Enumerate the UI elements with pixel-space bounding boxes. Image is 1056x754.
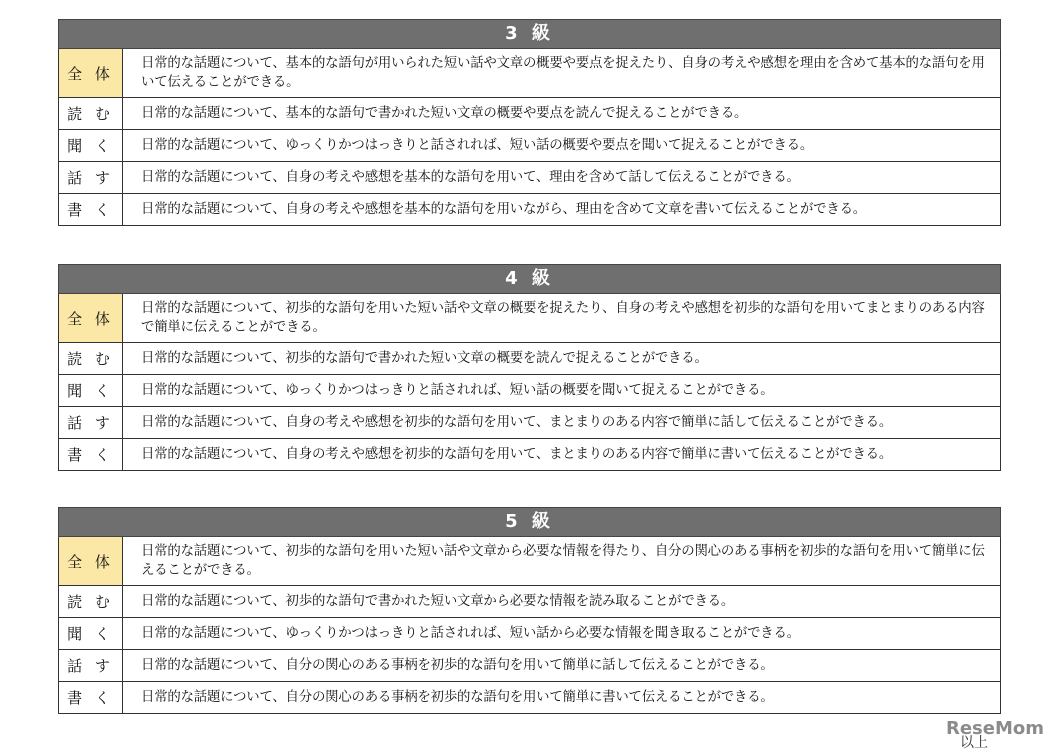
table-row <box>59 537 1001 586</box>
level-title: 5 級 <box>59 508 1001 537</box>
row-description: 日常的な話題について、自身の考えや感想を基本的な語句を用いながら、理由を含めて文章を書いて伝えることができる。 <box>123 194 1001 226</box>
row-description: 日常的な話題について、自分の関心のある事柄を初歩的な語句を用いて簡単に書いて伝えることができる。 <box>123 682 1001 714</box>
table-row <box>59 194 1001 226</box>
table-row <box>59 650 1001 682</box>
row-description: 日常的な話題について、自身の考えや感想を基本的な語句を用いて、理由を含めて話して伝えることができる。 <box>123 162 1001 194</box>
row-description: 日常的な話題について、ゆっくりかつはっきりと話されれば、短い話の概要を聞いて捉えることができる。 <box>123 375 1001 407</box>
level-title: 3 級 <box>59 20 1001 49</box>
table-row <box>59 294 1001 343</box>
row-label: 聞 く <box>59 375 123 407</box>
table-row <box>59 682 1001 714</box>
row-label: 全 体 <box>59 49 123 98</box>
level-title: 4 級 <box>59 265 1001 294</box>
table-row <box>59 49 1001 98</box>
row-description: 日常的な話題について、初歩的な語句で書かれた短い文章の概要を読んで捉えることができる。 <box>123 343 1001 375</box>
row-description: 日常的な話題について、自分の関心のある事柄を初歩的な語句を用いて簡単に話して伝えることができる。 <box>123 650 1001 682</box>
row-description: 日常的な話題について、自身の考えや感想を初歩的な語句を用いて、まとまりのある内容で簡単に話して伝えることができる。 <box>123 407 1001 439</box>
row-label: 全 体 <box>59 294 123 343</box>
row-label: 話 す <box>59 650 123 682</box>
row-label: 読 む <box>59 343 123 375</box>
row-description: 日常的な話題について、自身の考えや感想を初歩的な語句を用いて、まとまりのある内容で簡単に書いて伝えることができる。 <box>123 439 1001 471</box>
row-label: 聞 く <box>59 618 123 650</box>
closing-note: 以上 <box>960 735 988 751</box>
watermark-logo: ReseMom <box>945 718 1044 739</box>
table-row <box>59 439 1001 471</box>
table-row <box>59 586 1001 618</box>
row-label: 読 む <box>59 586 123 618</box>
level-3-table <box>58 19 1001 226</box>
row-description: 日常的な話題について、基本的な語句で書かれた短い文章の概要や要点を読んで捉えることができる。 <box>123 98 1001 130</box>
row-description: 日常的な話題について、初歩的な語句で書かれた短い文章から必要な情報を読み取ることができる。 <box>123 586 1001 618</box>
table-row <box>59 98 1001 130</box>
row-description: 日常的な話題について、基本的な語句が用いられた短い話や文章の概要や要点を捉えたり、自身の考えや感想を理由を含めて基本的な語句を用いて伝えることができる。 <box>123 49 1001 98</box>
row-label: 読 む <box>59 98 123 130</box>
row-label: 話 す <box>59 407 123 439</box>
table-row <box>59 375 1001 407</box>
level-5-table <box>58 507 1001 714</box>
row-label: 書 く <box>59 682 123 714</box>
row-description: 日常的な話題について、初歩的な語句を用いた短い話や文章から必要な情報を得たり、自分の関心のある事柄を初歩的な語句を用いて簡単に伝えることができる。 <box>123 537 1001 586</box>
row-label: 全 体 <box>59 537 123 586</box>
row-description: 日常的な話題について、ゆっくりかつはっきりと話されれば、短い話から必要な情報を聞き取ることができる。 <box>123 618 1001 650</box>
row-label: 書 く <box>59 439 123 471</box>
row-description: 日常的な話題について、初歩的な語句を用いた短い話や文章の概要を捉えたり、自身の考えや感想を初歩的な語句を用いてまとまりのある内容で簡単に伝えることができる。 <box>123 294 1001 343</box>
row-label: 書 く <box>59 194 123 226</box>
table-row <box>59 407 1001 439</box>
table-row <box>59 162 1001 194</box>
table-row <box>59 130 1001 162</box>
level-4-table <box>58 264 1001 471</box>
row-label: 聞 く <box>59 130 123 162</box>
table-row <box>59 618 1001 650</box>
table-row <box>59 343 1001 375</box>
row-label: 話 す <box>59 162 123 194</box>
row-description: 日常的な話題について、ゆっくりかつはっきりと話されれば、短い話の概要や要点を聞いて捉えることができる。 <box>123 130 1001 162</box>
